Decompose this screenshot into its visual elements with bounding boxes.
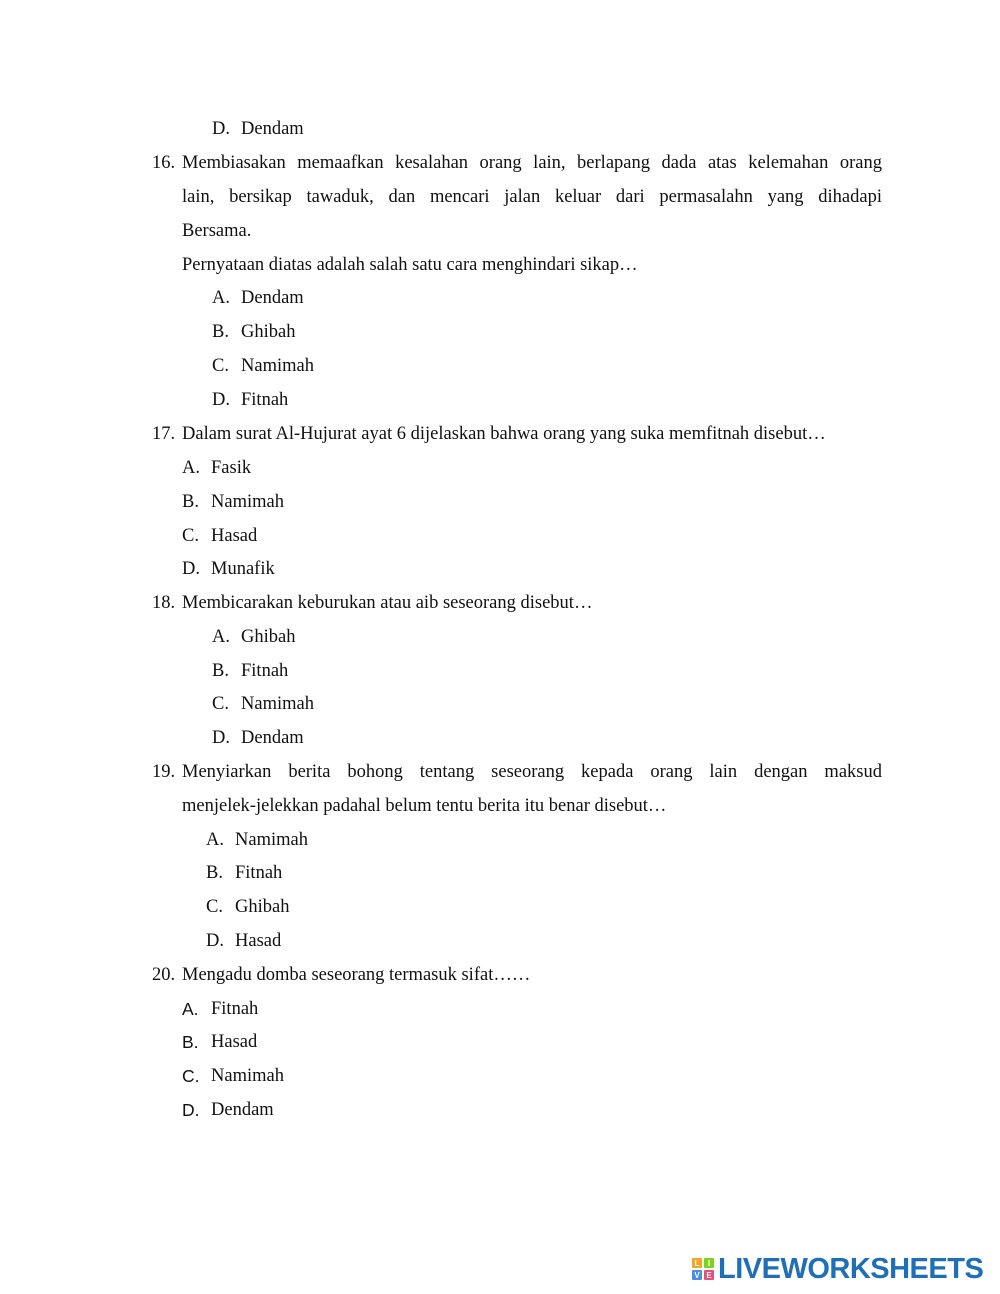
question-number: 20. [152,965,176,985]
question-number: 18. [152,593,176,613]
option-letter: D. [182,1100,200,1120]
logo-cell: V [692,1270,702,1280]
option-letter: A. [212,627,230,647]
question-text: Membicarakan keburukan atau aib seseorang disebut… [182,593,593,613]
option-text: Dendam [241,288,304,308]
question-text-line: Membiasakan memaafkan kesalahan orang lain, berlapang dada atas kelemahan orang [182,153,882,173]
question-text: Dalam surat Al-Hujurat ayat 6 dijelaskan bahwa orang yang suka memfitnah disebut… [182,424,826,444]
option-text: Ghibah [235,897,290,917]
option-letter: D. [212,390,230,410]
option-text: Fasik [211,458,252,478]
option-letter: A. [212,288,230,308]
option-letter: A. [182,458,200,478]
logo-cell: I [704,1258,714,1268]
question-statement: Pernyataan diatas adalah salah satu cara menghindari sikap… [182,255,638,275]
option-letter: A. [182,999,199,1019]
option-text: Hasad [235,931,282,951]
option-text: Namimah [211,492,284,512]
option-text: Hasad [211,1032,258,1052]
question-text-line: Bersama. [182,221,252,241]
option-text: Ghibah [241,322,296,342]
option-letter: B. [182,492,199,512]
option-text: Dendam [241,119,304,139]
option-letter: D. [212,728,230,748]
option-letter: C. [182,1066,200,1086]
logo-grid-icon [692,1258,714,1280]
logo-cell: E [704,1270,714,1280]
option-text: Dendam [211,1100,274,1120]
logo-cell: L [692,1258,702,1268]
option-letter: C. [212,694,229,714]
option-letter: B. [206,863,223,883]
option-text: Fitnah [241,661,289,681]
option-text: Namimah [241,356,314,376]
option-letter: B. [212,661,229,681]
option-text: Namimah [241,694,314,714]
question-number: 16. [152,153,176,173]
option-text: Namimah [235,830,308,850]
option-text: Fitnah [241,390,289,410]
option-text: Hasad [211,526,258,546]
question-text-line: lain, bersikap tawaduk, dan mencari jalan keluar dari permasalahn yang dihadapi [182,187,882,207]
logo-text: LIVEWORKSHEETS [718,1252,984,1285]
liveworksheets-logo [692,1253,983,1285]
option-letter: B. [182,1032,199,1052]
option-text: Dendam [241,728,304,748]
question-number: 19. [152,762,176,782]
option-text: Ghibah [241,627,296,647]
option-letter: A. [206,830,224,850]
option-letter: C. [182,526,199,546]
option-letter: C. [206,897,223,917]
question-text-line: menjelek-jelekkan padahal belum tentu berita itu benar disebut… [182,796,667,816]
option-text: Fitnah [235,863,283,883]
option-letter: C. [212,356,229,376]
option-letter: D. [206,931,224,951]
question-text-line: Menyiarkan berita bohong tentang seseorang kepada orang lain dengan maksud [182,762,882,782]
option-text: Fitnah [211,999,259,1019]
option-letter: D. [212,119,230,139]
option-text: Munafik [211,559,275,579]
option-text: Namimah [211,1066,284,1086]
question-text: Mengadu domba seseorang termasuk sifat…… [182,965,531,985]
option-letter: D. [182,559,200,579]
question-number: 17. [152,424,176,444]
option-letter: B. [212,322,229,342]
